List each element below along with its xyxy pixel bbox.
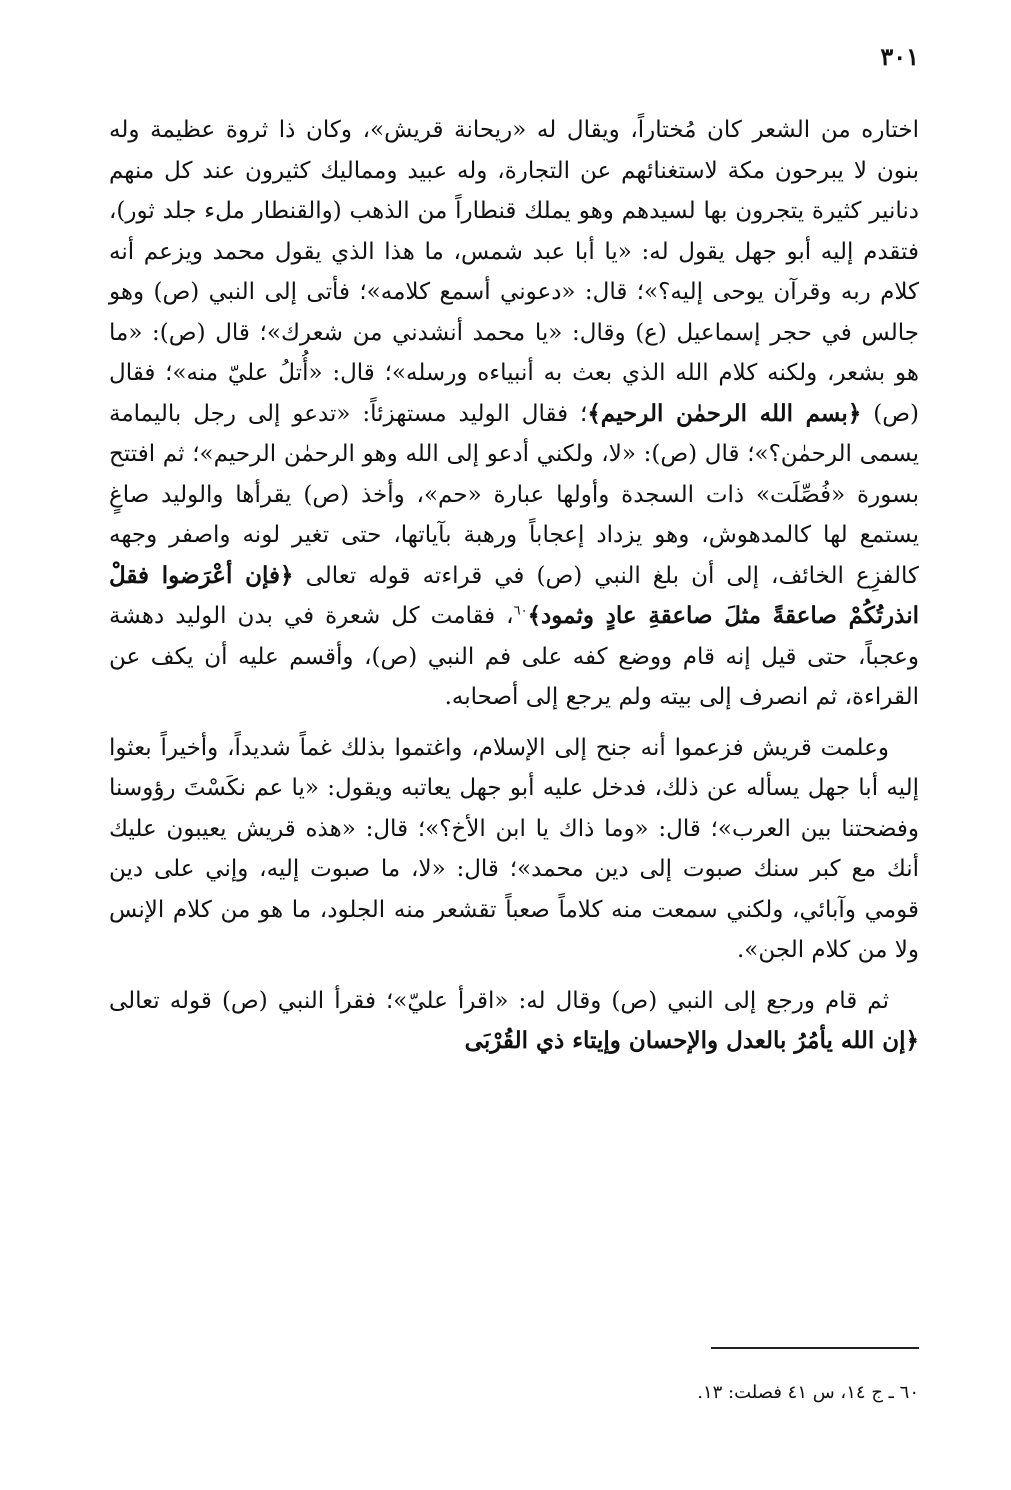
paragraph-text: اختاره من الشعر كان مُختاراً، ويقال له «ريحانة قريش»، وكان ذا ثروة عظيمة وله بنون لا يبرحون مكة لاستغنائهم عن التجارة، وله عبيد ومماليك كثيرون عند كل منهم دنانير كثيرة يتجرون بها لسيدهم وهو يملك قنطاراً من الذهب (والقنطار ملء جلد ثور)، فتقدم إليه أبو جهل يقول له: «يا أبا عبد شمس، ما هذا الذي يقول محمد ويزعم أنه كلام ربه وقرآن يوحى إليه؟»؛ قال: «دعوني أسمع كلامه»؛ فأتى إلى النبي (ص) وهو جالس في حجر إسماعيل (ع) وقال: «يا محمد أنشدني من شعرك»؛ قال (ص): «ما هو بشعر، ولكنه كلام الله الذي بعث به أنبياءه ورسله»؛ قال: «أُتلُ عليّ منه»؛ فقال (ص) xyxy=(109,117,919,427)
main-text xyxy=(109,110,919,1072)
paragraph-2 xyxy=(109,728,919,971)
footnote-divider xyxy=(711,1347,919,1349)
quran-verse: ﴿بسم الله الرحمٰن الرحيم﴾ xyxy=(587,399,862,427)
page-number: ٣٠١ xyxy=(880,42,919,71)
quran-verse: ﴿فإن أعْرَضوا فقلْ انذرتُكُمْ صاعقةً مثلَ صاعقةِ عادٍ وثمود﴾ xyxy=(109,561,920,629)
paragraph-text: ثم قام ورجع إلى النبي (ص) وقال له: «اقرأ عليّ»؛ فقرأ النبي (ص) قوله تعالى xyxy=(109,987,889,1014)
quran-verse: ﴿إن الله يأمُرُ بالعدل والإحسان وإيتاء ذي القُرْبَى xyxy=(464,1027,919,1054)
paragraph-3 xyxy=(109,981,919,1062)
paragraph-1 xyxy=(109,110,919,718)
footnote-reference: ٦٠ xyxy=(513,603,528,619)
paragraph-text: ، فقامت كل شعرة في بدن الوليد دهشة وعجباً، حتى قيل إنه قام ووضع كفه على فم النبي (ص)، وأقسم عليه أن يكف عن القراءة، ثم انصرف إلى بيته ولم يرجع إلى أصحابه. xyxy=(109,603,919,710)
paragraph-text: ؛ فقال الوليد مستهزئاً: «تدعو إلى رجل باليمامة يسمى الرحمٰن؟»؛ قال (ص): «لا، ولكني أدعو إلى الله وهو الرحمٰن الرحيم»؛ ثم افتتح بسورة «فُصِّلَت» ذات السجدة وأولها عبارة «حم»، وأخذ (ص) يقرأها والوليد صاغٍ يستمع لها كالمدهوش، وهو يزداد إعجاباً ورهبة بآياتها، حتى تغير لونه واصفر وجهه كالفزِع الخائف، إلى أن بلغ النبي (ص) في قراءته قوله تعالى xyxy=(109,400,919,589)
paragraph-text: وعلمت قريش فزعموا أنه جنح إلى الإسلام، واغتموا بذلك غماً شديداً، وأخيراً بعثوا إليه أبا جهل يسأله عن ذلك، فدخل عليه أبو جهل يعاتبه ويقول: «يا عم نكَسْتَ رؤوسنا وفضحتنا بين العرب»؛ قال: «وما ذاك يا ابن الأخ؟»؛ قال: «هذه قريش يعيبون عليك أنك مع كبر سنك صبوت إلى دين محمد»؛ قال: «لا، ما صبوت إليه، وإني على دين قومي وآبائي، ولكني سمعت منه كلاماً صعباً تقشعر منه الجلود، ما هو من كلام الإنس ولا من كلام الجن». xyxy=(109,734,919,963)
footnote: ٦٠ ـ ج ١٤، س ٤١ فصلت: ١٣. xyxy=(697,1382,919,1403)
